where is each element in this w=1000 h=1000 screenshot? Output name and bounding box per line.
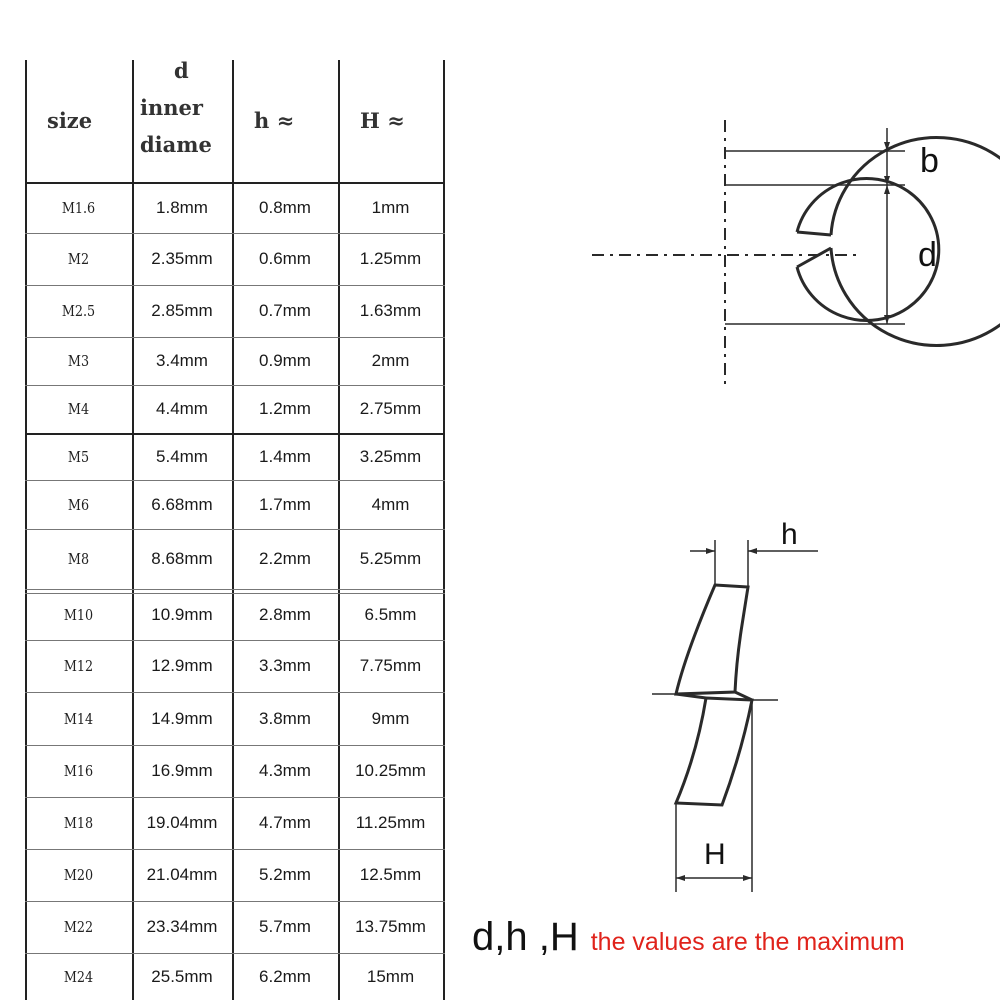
header-d-line: diame [140, 132, 212, 157]
cell-height: 5.25mm [359, 549, 422, 568]
header-thickness-h: h ≈ [254, 108, 295, 133]
cell-thickness: 6.2mm [259, 966, 311, 986]
cell-size: M2.5 [61, 302, 96, 320]
washer-outer-ring [831, 138, 1000, 346]
cell-inner-diameter: 6.68mm [151, 494, 213, 514]
cell-height: 12.5mm [359, 865, 422, 884]
cell-thickness: 0.6mm [259, 249, 311, 268]
cell-size: M20 [63, 866, 94, 884]
cell-size: M12 [63, 657, 94, 675]
cell-size: M18 [63, 814, 94, 832]
cell-height: 4mm [371, 494, 410, 514]
cell-height: 13.75mm [355, 917, 426, 936]
washer-side-split [676, 694, 706, 698]
cell-inner-diameter: 21.04mm [146, 865, 218, 884]
cell-thickness: 1.2mm [259, 399, 311, 418]
cell-size: M14 [63, 709, 94, 728]
cell-height: 7.75mm [359, 656, 422, 675]
cell-thickness: 5.7mm [259, 917, 311, 936]
header-size: size [47, 108, 93, 133]
cell-inner-diameter: 25.5mm [151, 966, 213, 986]
header-d-line: inner [140, 95, 203, 120]
cell-size: M3 [67, 352, 90, 370]
cell-height: 9mm [371, 708, 410, 728]
cell-height: 6.5mm [364, 604, 417, 624]
cell-inner-diameter: 19.04mm [146, 813, 218, 832]
cell-thickness: 0.9mm [259, 351, 311, 370]
cell-size: M5 [67, 447, 90, 466]
cell-thickness: 2.2mm [259, 549, 311, 568]
cell-thickness: 1.7mm [259, 494, 311, 514]
cell-thickness: 4.7mm [259, 813, 311, 832]
cell-thickness: 0.7mm [259, 301, 311, 320]
cell-thickness: 5.2mm [259, 865, 311, 884]
cell-thickness: 1.4mm [259, 446, 311, 466]
caption-max-note: the values are the maximum [590, 928, 905, 956]
cell-height: 2.75mm [359, 399, 422, 418]
cell-inner-diameter: 5.4mm [156, 446, 208, 466]
cell-height: 11.25mm [355, 813, 426, 832]
label-h: h [781, 518, 798, 551]
cell-size: M8 [67, 550, 90, 568]
cell-inner-diameter: 2.35mm [151, 249, 213, 268]
cell-size: M6 [67, 495, 90, 514]
washer-top-view [592, 120, 1000, 388]
cell-height: 10.25mm [355, 761, 426, 780]
cell-height: 15mm [366, 966, 415, 986]
header-height-H: H ≈ [360, 108, 405, 133]
cell-inner-diameter: 3.4mm [156, 351, 208, 370]
cell-inner-diameter: 2.85mm [151, 301, 213, 320]
cell-inner-diameter: 8.68mm [151, 549, 213, 568]
cell-height: 3.25mm [359, 446, 422, 466]
cell-height: 1.25mm [359, 249, 422, 268]
cell-inner-diameter: 10.9mm [151, 604, 213, 624]
cell-size: M22 [63, 918, 94, 936]
cell-height: 2mm [371, 351, 410, 370]
cell-thickness: 0.8mm [259, 197, 311, 217]
label-d: d [918, 236, 937, 274]
washer-side-view [652, 540, 818, 892]
cell-size: M2 [67, 250, 90, 268]
washer-side-upper-coil [676, 585, 748, 694]
cell-inner-diameter: 14.9mm [151, 708, 213, 728]
header-inner-diameter [140, 52, 212, 163]
header-d-line: d [174, 58, 189, 83]
cell-inner-diameter: 23.34mm [146, 917, 218, 936]
cell-thickness: 2.8mm [259, 604, 311, 624]
washer-size-table [25, 60, 445, 1000]
cell-inner-diameter: 1.8mm [156, 197, 208, 217]
cell-size: M10 [63, 605, 94, 624]
label-H: H [704, 838, 726, 871]
cell-height: 1.63mm [359, 301, 422, 320]
cell-height: 1mm [371, 197, 410, 217]
cell-thickness: 4.3mm [259, 761, 311, 780]
cell-inner-diameter: 12.9mm [151, 656, 213, 675]
cell-size: M24 [63, 967, 94, 986]
caption-dimensions: d,h ,H [472, 915, 579, 959]
label-b: b [920, 142, 939, 180]
caption [472, 915, 905, 960]
table-border-right [443, 60, 445, 1000]
washer-split-edge [797, 232, 831, 235]
cell-inner-diameter: 16.9mm [151, 761, 213, 780]
washer-side-split [735, 692, 752, 700]
washer-split-edge [797, 248, 831, 267]
washer-inner-ring [797, 178, 939, 320]
cell-size: M16 [63, 762, 94, 780]
cell-size: M4 [67, 400, 90, 418]
table-border-left [25, 60, 27, 1000]
cell-size: M1.6 [61, 198, 96, 217]
cell-thickness: 3.8mm [259, 708, 311, 728]
cell-thickness: 3.3mm [259, 656, 311, 675]
cell-inner-diameter: 4.4mm [156, 399, 208, 418]
washer-side-lower-coil [676, 698, 752, 805]
